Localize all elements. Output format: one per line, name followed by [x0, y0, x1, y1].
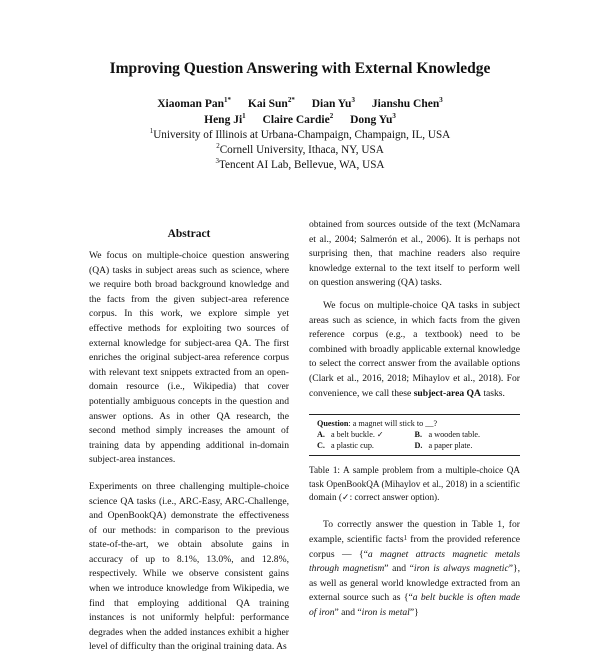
abstract-heading: Abstract [167, 228, 211, 240]
author: Jianshu Chen$^3$ [371, 96, 443, 110]
table-option: B. a wooden table. [414, 430, 481, 440]
table-option: C. a plastic cup. [317, 441, 374, 451]
body-paragraph: To correctly answer the question in Table 1, for example, scientific facts$^1$ from the provided reference corpus — {“a magnet attracts magnetic metals through magnetism” and “iron is always magnetic”}, as well as general world knowledge extracted from an external source such as {“a belt buckle is often made of iron” and “iron is metal”} [309, 519, 521, 618]
abstract-column [89, 249, 289, 655]
author: Heng Ji$^1$ [204, 112, 246, 126]
example-table [309, 414, 520, 456]
affiliation: $^2$Cornell University, Ithaca, NY, USA [216, 142, 384, 156]
body-paragraph: We focus on multiple-choice QA tasks in subject areas such as science, in which facts from the given reference corpus (e.g., a textbook) need to be combined with broadly applicable external knowledge to select the correct answer from the available options (Clark et al., 2016, 2018; Mihaylov et al., 2018). For convenience, we call these subject-area QA tasks. [309, 299, 520, 399]
table-row [317, 440, 512, 451]
abstract-paragraph: Experiments on three challenging multiple-choice science QA tasks (i.e., ARC-Easy, ARC-Challenge, and OpenBookQA) demonstrate the effectiveness of our methods: in comparison to the previous state-of-the-art, we obtain absolute gains in accuracy of up to 8.1%, 13.0%, and 12.8%, respectively. While we observe consistent gains when we introduce knowledge from Wikipedia, we find that employing additional QA training instances is not uniformly helpful: performance degrades when the added instances exhibit a higher level of difficulty than the original training data. As [89, 480, 289, 653]
table-question: Question: a magnet will stick to __? [317, 419, 438, 429]
body-column [309, 218, 520, 621]
paper-title: Improving Question Answering with External Knowledge [109, 60, 491, 77]
table-option: D. a paper plate. [414, 441, 473, 451]
author: Kai Sun$^{2*}$ [247, 96, 295, 110]
table-row [317, 429, 512, 440]
affiliation: $^3$Tencent AI Lab, Bellevue, WA, USA [215, 157, 385, 171]
affiliation: $^1$University of Illinois at Urbana-Champaign, Champaign, IL, USA [149, 127, 451, 141]
author-line-1 [0, 98, 600, 110]
abstract-paragraph: We focus on multiple-choice question answering (QA) tasks in subject areas such as science, where we require both broad background knowledge and the facts from the given subject-area reference corpus. In this work, we explore simple yet effective methods for exploiting two sources of external knowledge for subject-area QA. The first enriches the original subject-area reference corpus with relevant text snippets extracted from an open-domain resource (i.e., Wikipedia) that cover potentially ambiguous concepts in the question and answer options. As in other QA research, the second method simply increases the amount of training data by appending additional in-domain subject-area instances. [89, 250, 289, 466]
body-paragraph: obtained from sources outside of the text (McNamara et al., 2004; Salmerón et al., 2006). It is perhaps not surprising then, that machine readers also require knowledge external to the text itself to perform well on question answering (QA) tasks. [309, 219, 520, 289]
author: Xiaoman Pan$^{1*}$ [157, 96, 231, 110]
table-option: A. a belt buckle. ✓ [317, 430, 384, 440]
author: Claire Cardie$^2$ [262, 112, 334, 126]
author: Dian Yu$^3$ [311, 96, 355, 110]
author-line-2 [0, 114, 600, 126]
table-caption: Table 1: A sample problem from a multiple-choice QA task OpenBookQA (Mihaylov et al., 2018) in a scientific domain (✓: correct answer option). [309, 465, 520, 502]
author: Dong Yu$^3$ [350, 112, 396, 126]
